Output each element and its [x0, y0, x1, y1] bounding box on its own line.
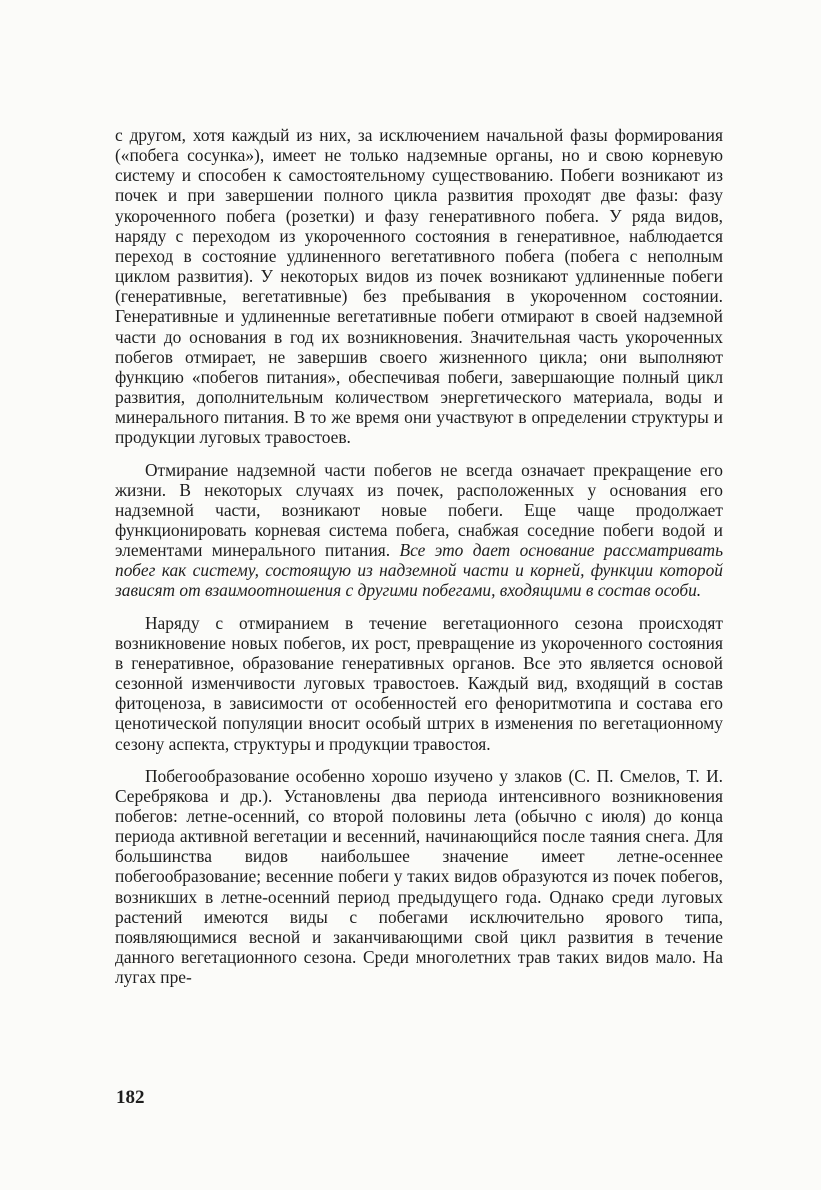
paragraph-2 — [115, 460, 723, 601]
paragraph-4 — [115, 766, 723, 988]
paragraph-3-text: Наряду с отмиранием в течение вегетационного сезона происходят возникновение новых побегов, их рост, превращение из укороченного состояния в генеративное, образование генеративных органов. Все это является основой сезонной изменчивости луговых травостоев. Каждый вид, входящий в состав фитоценоза, в зависимости от особенностей его феноритмотипа и состава его ценотической популяции вносит особый штрих в изменения по вегетационному сезону аспекта, структуры и продукции травостоя. — [115, 612, 723, 754]
paragraph-2-italic-text: Все это дает основание рассматривать побег как систему, состоящую из надземной части и корней, функции которой зависят от взаимоотношения с другими побегами, входящими в состав особи. — [115, 540, 724, 601]
paragraph-3 — [115, 613, 723, 754]
paragraph-2-text: Отмирание надземной части побегов не всегда означает прекращение его жизни. В некоторых случаях из почек, расположенных у основания его надземной части, возникают новые побеги. Еще чаще продолжает функционировать корневая система побега, снабжая соседние побеги водой и элементами минерального питания. — [115, 459, 723, 561]
page-number: 182 — [116, 1087, 145, 1108]
body-text — [115, 125, 723, 987]
paragraph-4-text: Побегообразование особенно хорошо изучено у злаков (С. П. Смелов, Т. И. Серебрякова и др.). Установлены два периода интенсивного возникновения побегов: летне-осенний, со второй половины лета (обычно с июля) до конца периода активной вегетации и весенний, начинающийся после таяния снега. Для большинства видов наибольшее значение имеет летне-осеннее побегообразование; весенние побеги у таких видов образуются из почек побегов, возникших в летне-осенний период предыдущего года. Однако среди луговых растений имеются виды с побегами исключительно ярового типа, появляющимися весной и заканчивающими свой цикл развития в течение данного вегетационного сезона. Среди многолетних трав таких видов мало. На лугах пре- — [115, 765, 723, 988]
paragraph-1 — [115, 125, 723, 448]
paragraph-1-text: с другом, хотя каждый из них, за исключением начальной фазы формирования («побега сосунка»), имеет не только надземные органы, но и свою корневую систему и способен к самостоятельному существованию. Побеги возникают из почек и при завершении полного цикла развития проходят две фазы: фазу укороченного побега (розетки) и фазу генеративного побега. У ряда видов, наряду с переходом из укороченного состояния в генеративное, наблюдается переход в состояние удлиненного вегетативного побега (побега с неполным циклом развития). У некоторых видов из почек возникают удлиненные побеги (генеративные, вегетативные) без пребывания в укороченном состоянии. Генеративные и удлиненные вегетативные побеги отмирают в своей надземной части до основания в год их возникновения. Значительная часть укороченных побегов отмирает, не завершив своего жизненного цикла; они выполняют функцию «побегов питания», обеспечивая побеги, завершающие полный цикл развития, дополнительным количеством энергетического материала, воды и минерального питания. В то же время они участвуют в определении структуры и продукции луговых травостоев. — [115, 125, 723, 448]
